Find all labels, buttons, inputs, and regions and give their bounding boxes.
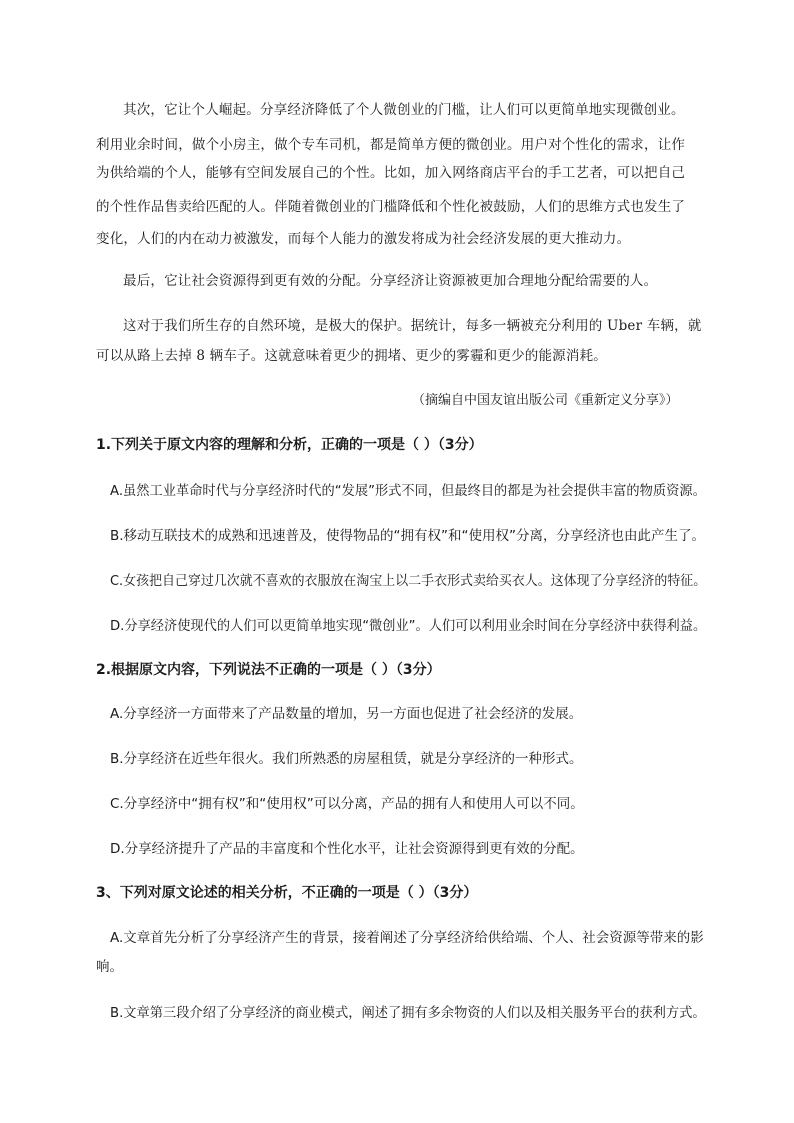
question-1-option-b: B.移动互联技术的成熟和迅速普及，使得物品的“拥有权”和“使用权”分离，分享经济也由此产生了。 [110,528,706,544]
passage-p3-line-2: 可以从路上去掉 8 辆车子。这就意味着更少的拥堵、更少的雾霾和更少的能源消耗。 [96,348,607,364]
question-2-option-b: B.分享经济在近些年很火。我们所熟悉的房屋租赁，就是分享经济的一种形式。 [110,751,583,767]
question-2-option-a: A.分享经济一方面带来了产品数量的增加，另一方面也促进了社会经济的发展。 [110,706,583,722]
question-1-stem: 1.下列关于原文内容的理解和分析，正确的一项是（ ）（3分） [96,437,483,453]
passage-p1-line-2: 利用业余时间，做个小房主，做个专车司机，都是简单方便的微创业。用户对个性化的需求，让作 [96,137,686,153]
question-1-option-c: C.女孩把自己穿过几次就不喜欢的衣服放在淘宝上以二手衣形式卖给买衣人。这体现了分享经济的特征。 [110,573,707,589]
question-1-option-d: D.分享经济使现代的人们可以更简单地实现“微创业”。人们可以利用业余时间在分享经济中获得利益。 [110,618,707,634]
passage-p1-line-1: 其次，它让个人崛起。分享经济降低了个人微创业的门槛，让人们可以更简单地实现微创业。 [123,102,685,118]
passage-p2-line-1: 最后，它让社会资源得到更有效的分配。分享经济让资源被更加合理地分配给需要的人。 [123,273,658,289]
question-3-option-a-continued: 响。 [96,959,123,975]
passage-p1-line-5: 变化，人们的内在动力被激发，而每个人能力的激发将成为社会经济发展的更大推动力。 [96,231,631,247]
question-3-stem: 3、下列对原文论述的相关分析，不正确的一项是（ ）（3分） [96,885,478,901]
passage-p3-line-1: 这对于我们所生存的自然环境，是极大的保护。据统计，每多一辆被充分利用的 Uber 车辆，就 [123,318,702,334]
question-3-option-a: A.文章首先分析了分享经济产生的背景，接着阐述了分享经济给供给端、个人、社会资源等带来的影 [110,930,704,946]
question-2-stem: 2.根据原文内容，下列说法不正确的一项是（ ）（3分） [96,662,441,678]
question-3-option-b: B.文章第三段介绍了分享经济的商业模式，阐述了拥有多余物资的人们以及相关服务平台的获利方式。 [110,1005,706,1021]
question-2-option-d: D.分享经济提升了产品的丰富度和个性化水平，让社会资源得到更有效的分配。 [110,841,584,857]
passage-p1-line-4: 的个性作品售卖给匹配的人。伴随着微创业的门槛降低和个性化被鼓励，人们的思维方式也发生了 [96,199,686,215]
source-attribution: （摘编自中国友谊出版公司《重新定义分享》） [412,393,679,408]
question-1-option-a: A.虽然工业革命时代与分享经济时代的“发展”形式不同，但最终目的都是为社会提供丰富的物质资源。 [110,483,706,499]
passage-p1-line-3: 为供给端的个人，能够有空间发展自己的个性。比如，加入网络商店平台的手工艺者，可以把自己 [96,165,686,181]
question-2-option-c: C.分享经济中“拥有权”和“使用权”可以分离，产品的拥有人和使用人可以不同。 [110,796,584,812]
